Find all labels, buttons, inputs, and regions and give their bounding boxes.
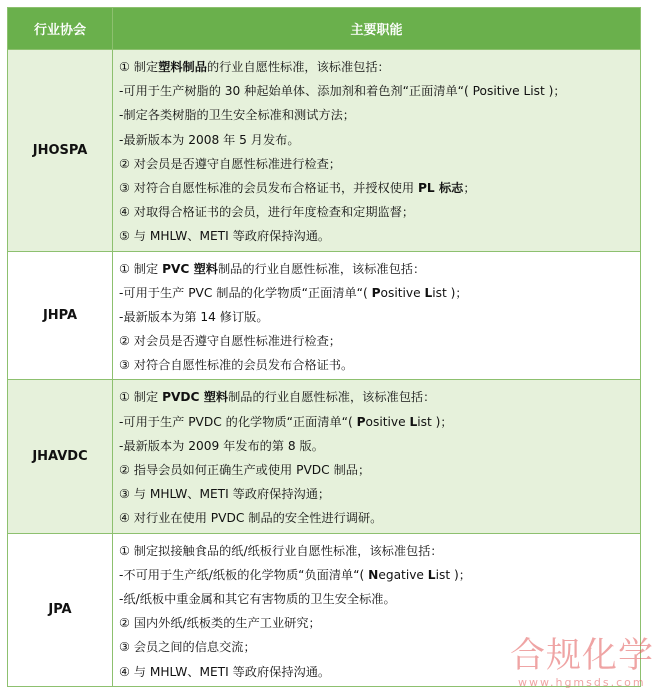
text-segment: ① 制定拟接触食品的纸/纸板行业自愿性标准，该标准包括： xyxy=(119,543,443,558)
function-line xyxy=(119,506,636,530)
association-name: JPA xyxy=(8,533,113,686)
text-segment: ⑤ 与 MHLW、METI 等政府保持沟通。 xyxy=(119,229,331,244)
bold-text: L xyxy=(427,567,436,582)
function-line xyxy=(119,587,636,611)
header-functions: 主要职能 xyxy=(113,8,641,50)
text-segment: 的行业自愿性标准，该标准包括： xyxy=(206,60,390,74)
text-segment: ④ 对行业在使用 PVDC 制品的安全性进行调研。 xyxy=(119,511,383,526)
function-line xyxy=(119,152,636,176)
function-line xyxy=(119,353,636,377)
function-line xyxy=(119,79,636,103)
text-segment: -可用于生产 PVDC 的化学物质“正面清单“( xyxy=(119,414,357,429)
text-segment: -最新版本为第 14 修订版。 xyxy=(119,309,269,324)
text-segment: -最新版本为 2008 年 5 月发布。 xyxy=(119,132,300,147)
table-row xyxy=(8,251,641,380)
bold-text: L xyxy=(409,414,418,429)
text-segment: ① 制定 xyxy=(119,390,163,405)
text-segment: ist )； xyxy=(435,567,471,582)
text-segment: ① 制定 xyxy=(119,60,159,74)
text-segment: 制品的行业自愿性标准，该标准包括： xyxy=(218,261,426,276)
association-table xyxy=(7,7,641,687)
text-segment: 制品的行业自愿性标准，该标准包括： xyxy=(228,390,436,405)
function-list xyxy=(113,533,641,686)
function-line xyxy=(119,329,636,353)
function-line xyxy=(119,55,636,79)
bold-text: 塑料制品 xyxy=(158,60,207,74)
table-header-row xyxy=(8,8,641,50)
function-line xyxy=(119,434,636,458)
function-list xyxy=(113,251,641,380)
text-segment: -最新版本为 2009 年发布的第 8 版。 xyxy=(119,438,324,453)
bold-text: P xyxy=(356,414,366,429)
text-segment: ； xyxy=(463,180,476,195)
function-list xyxy=(113,380,641,533)
text-segment: ③ 会员之间的信息交流； xyxy=(119,640,256,655)
association-name: JHOSPA xyxy=(8,50,113,252)
bold-text: PVDC 塑料 xyxy=(162,390,229,405)
function-line xyxy=(119,305,636,329)
association-name: JHAVDC xyxy=(8,380,113,533)
function-line xyxy=(119,410,636,434)
function-line xyxy=(119,385,636,409)
watermark-text: 合规化学 xyxy=(510,636,655,676)
text-segment: ① 制定 xyxy=(119,261,163,276)
function-line xyxy=(119,200,636,224)
function-line xyxy=(119,635,636,659)
function-line xyxy=(119,660,636,684)
function-line xyxy=(119,563,636,587)
function-line xyxy=(119,128,636,152)
text-segment: -纸/纸板中重金属和其它有害物质的卫生安全标准。 xyxy=(119,591,396,606)
table-row xyxy=(8,533,641,686)
bold-text: PVC 塑料 xyxy=(162,261,218,276)
function-line xyxy=(119,539,636,563)
function-line xyxy=(119,257,636,281)
function-line xyxy=(119,482,636,506)
text-segment: ④ 对取得合格证书的会员，进行年度检查和定期监督； xyxy=(119,205,415,220)
bold-text: P xyxy=(371,285,381,300)
bold-text: L xyxy=(424,285,433,300)
text-segment: egative xyxy=(378,567,428,582)
function-list xyxy=(113,50,641,252)
table-row xyxy=(8,380,641,533)
text-segment: ③ 对符合自愿性标准的会员发布合格证书。 xyxy=(119,358,354,373)
function-line xyxy=(119,176,636,200)
text-segment: -可用于生产 PVC 制品的化学物质“正面清单“( xyxy=(119,285,372,300)
association-name: JHPA xyxy=(8,251,113,380)
header-association: 行业协会 xyxy=(8,8,113,50)
watermark-url: www.hgmsds.com xyxy=(518,676,646,689)
text-segment: ② 国内外纸/纸板类的生产工业研究； xyxy=(119,616,321,631)
text-segment: -制定各类树脂的卫生安全标准和测试方法； xyxy=(119,108,355,123)
bold-text: PL 标志 xyxy=(418,180,464,195)
function-line xyxy=(119,458,636,482)
bold-text: N xyxy=(368,567,379,582)
function-line xyxy=(119,611,636,635)
text-segment: -不可用于生产纸/纸板的化学物质“负面清单“( xyxy=(119,567,369,582)
text-segment: ④ 与 MHLW、METI 等政府保持沟通。 xyxy=(119,664,331,679)
text-segment: ② 指导会员如何正确生产或使用 PVDC 制品； xyxy=(119,463,371,477)
text-segment: ist )； xyxy=(417,414,453,429)
text-segment: -可用于生产树脂的 30 种起始单体、添加剂和着色剂“正面清单“( Positive List )； xyxy=(119,84,566,99)
text-segment: ② 对会员是否遵守自愿性标准进行检查； xyxy=(119,334,341,349)
text-segment: ② 对会员是否遵守自愿性标准进行检查； xyxy=(119,156,341,171)
text-segment: ③ 对符合自愿性标准的会员发布合格证书，并授权使用 xyxy=(119,180,418,195)
function-line xyxy=(119,281,636,305)
table-row xyxy=(8,50,641,252)
text-segment: ③ 与 MHLW、METI 等政府保持沟通； xyxy=(119,487,331,502)
text-segment: ositive xyxy=(380,285,425,300)
text-segment: ist )； xyxy=(432,285,468,300)
function-line xyxy=(119,224,636,248)
text-segment: ositive xyxy=(365,414,410,429)
function-line xyxy=(119,103,636,127)
